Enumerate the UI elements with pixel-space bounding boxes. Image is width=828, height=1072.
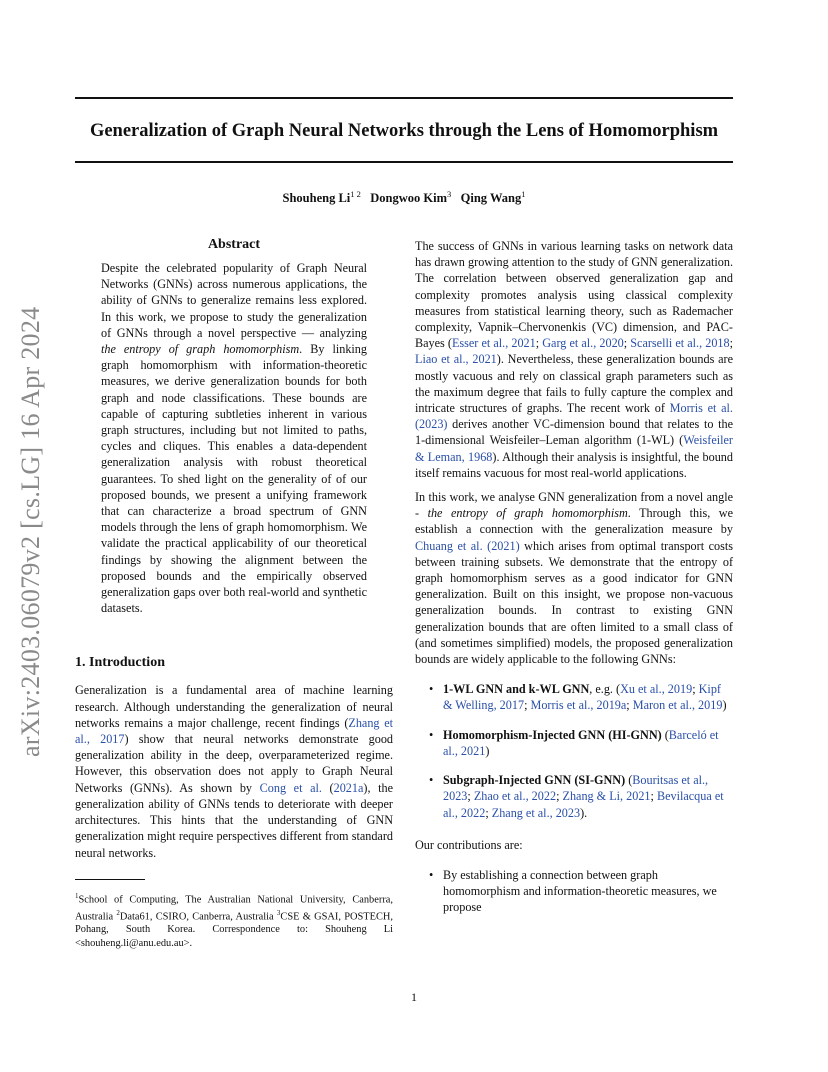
citation-link[interactable]: Barceló et al., 2021 — [443, 727, 719, 758]
citation-link[interactable]: Zhang & Li, 2021 — [562, 789, 651, 804]
list-item-text: By establishing a connection between graph homomorphism and information-theoretic measures, we propose — [443, 867, 717, 915]
citation-link[interactable]: Xu et al., 2019 — [620, 682, 693, 697]
author-list — [75, 189, 733, 206]
body-paragraph — [415, 489, 733, 667]
footnote-mark: 1 — [75, 891, 79, 900]
arxiv-identifier: arXiv:2403.06079v2 [cs.LG] 16 Apr 2024 — [16, 306, 45, 757]
text-run: . Through this, we establish a connection with the generalization measure by — [415, 506, 733, 537]
footnote-rule — [75, 879, 145, 880]
citation-link[interactable]: Cong et al. — [259, 780, 322, 795]
title-rule-top — [75, 97, 733, 99]
citation-link[interactable]: Weisfeiler & Leman, 1968 — [415, 433, 733, 464]
text-run: ( — [625, 773, 633, 788]
author-affiliation: 3 — [447, 189, 452, 199]
text-run: ; — [535, 336, 543, 351]
right-column — [415, 238, 733, 929]
citation-link[interactable]: Bouritsas et al., 2023 — [443, 773, 709, 804]
text-run: ) — [722, 698, 727, 713]
text-emphasis: the entropy of graph homomorphism — [427, 506, 628, 521]
list-item — [415, 727, 733, 759]
gnn-type-name: 1-WL GNN and k-WL GNN — [443, 682, 590, 697]
list-item: • 1-WL GNN and k-WL GNN, e.g. (Xu et al., 2019; Kipf & Welling, 2017; Morris et al., 2019a; Maron et al., 2019) — [429, 682, 727, 713]
footnote-text: CSE & GSAI, POSTECH, Pohang, South Korea. Correspondence to: Shouheng Li <shouheng.li@anu.edu.au>. — [75, 911, 393, 949]
citation-link[interactable]: Morris et al. (2023) — [415, 401, 733, 432]
bullet-icon: • — [429, 682, 434, 697]
footnote-mark: 3 — [276, 908, 281, 917]
text-run: In this work, we analyse GNN generalization from a novel angle - — [415, 490, 733, 521]
citation-link[interactable]: Kipf & Welling, 2017 — [443, 682, 721, 713]
author-name: Dongwoo Kim — [370, 191, 448, 206]
paragraph-gap — [415, 481, 733, 489]
citation-link[interactable]: Esser et al., 2021 — [451, 336, 536, 351]
citation-link[interactable]: Bevilacqua et al., 2022 — [443, 789, 724, 820]
text-run: ) — [485, 743, 490, 758]
contributions-heading: Our contributions are: — [415, 837, 523, 852]
abstract-text — [101, 260, 367, 616]
text-run: ; — [729, 336, 734, 351]
paper-title: Generalization of Graph Neural Networks through the Lens of Homomorphism — [89, 121, 719, 141]
gnn-type-name: Subgraph-Injected GNN (SI-GNN) — [443, 773, 626, 788]
text-run: ). — [580, 805, 588, 820]
footnote-text: School of Computing, The Australian National University, Canberra, Australia — [75, 894, 393, 923]
text-run: ) show that neural networks demonstrate good generalization ability in the deep, overparameterized regime. However, this observation does not apply to Graph Neural Networks (GNNs). As shown by — [75, 732, 393, 795]
author-affiliation: 1 2 — [350, 189, 361, 199]
left-column — [75, 236, 393, 950]
list-item — [415, 867, 733, 916]
gnn-type-list — [415, 681, 733, 820]
bullet-icon: • — [429, 773, 434, 788]
citation-link[interactable]: Scarselli et al., 2018 — [630, 336, 730, 351]
footnote-text: Data61, CSIRO, Canberra, Australia — [119, 911, 277, 923]
citation-link[interactable]: Zhang et al., 2023 — [491, 805, 581, 820]
text-run: Generalization is a fundamental area of machine learning research. Although understanding the generalization of neural networks remains a major challenge, recent findings ( — [75, 683, 393, 730]
author-name: Shouheng Li — [282, 191, 351, 206]
footnote-mark: 2 — [116, 908, 120, 917]
text-run: derives another VC-dimension bound that relates to the 1-dimensional Weisfeiler–Leman algorithm (1-WL) ( — [415, 417, 733, 448]
intro-paragraph — [75, 682, 393, 860]
bullet-icon: • — [429, 727, 434, 742]
citation-link[interactable]: Zhao et al., 2022 — [473, 789, 557, 804]
text-run: The success of GNNs in various learning tasks on network data has drawn growing attention to the study of GNN generalization. The correlation between observed generalization gap and complexity promotes analysis using classical complexity measures from statistical learning theory, such as Rademacher complexity, Vapnik–Chervonenkis (VC) dimension, and PAC-Bayes ( — [415, 239, 733, 351]
abstract-heading: Abstract — [207, 237, 261, 252]
section-heading-introduction: 1. Introduction — [75, 655, 165, 671]
text-run: , e.g. ( — [589, 682, 621, 697]
list-item: • Subgraph-Injected GNN (SI-GNN) (Bouritsas et al., 2023; Zhao et al., 2022; Zhang & Li, 2021; Bevilacqua et al., 2022; Zhang et al., 2023). — [429, 773, 724, 820]
text-run: ( — [321, 780, 334, 795]
citation-link[interactable]: 2021a — [333, 780, 364, 795]
citation-link[interactable]: Garg et al., 2020 — [542, 336, 624, 351]
citation-link[interactable]: Liao et al., 2021 — [415, 352, 497, 367]
author-name: Qing Wang — [460, 191, 522, 206]
body-paragraph — [415, 238, 733, 481]
abstract-emphasis: the entropy of graph homomorphism — [101, 342, 300, 357]
text-run: ; — [623, 336, 631, 351]
bullet-icon: • — [429, 867, 434, 882]
text-run: which arises from optimal transport costs between training subsets. We demonstrate that the entropy of graph homomorphism serves as a good indicator for GNN generalization. Built on this insight, we propose non-vacuous generalization bounds. In contrast to existing GNN generalization bounds that are often limited to a small class of (and sometimes simplified) models, the proposed generalization bounds are widely applicable to the following GNNs: — [415, 538, 733, 667]
contributions-list — [415, 867, 733, 916]
abstract-text-part: . By linking graph homomorphism with information-theoretic measures, we derive generalization bounds for both graph and node classifications. These bounds are capable of capturing subtleties inherent in various graph structures, including but not limited to paths, cycles and cliques. This enables a data-dependent generalization analysis with robust theoretical guarantees. To shed light on the generality of of our proposed bounds, we present a unifying framework that can characterize a broad spectrum of GNN models through the lens of graph homomorphism. We validate the practical applicability of our theoretical findings by showing the alignment between the proposed bounds and the empirically observed generalization gaps over both real-world and synthetic datasets. — [101, 342, 367, 616]
gnn-type-name: Homomorphism-Injected GNN (HI-GNN) — [443, 727, 662, 742]
citation-link[interactable]: Maron et al., 2019 — [632, 698, 723, 713]
page-number: 1 — [411, 990, 417, 1004]
citation-link[interactable]: Morris et al., 2019a — [530, 698, 627, 713]
citation-link[interactable]: Zhang et al., 2017 — [75, 715, 394, 747]
text-run: ). Nevertheless, these generalization bounds are mostly vacuous and rely on classical graph parameters such as the maximum degree that fails to fully capture the complex and intricate structures of graphs. The recent work of — [415, 352, 733, 416]
abstract-text-part: Despite the celebrated popularity of Graph Neural Networks (GNNs) across numerous applications, the ability of GNNs to generalize remains less explored. In this work, we propose to study the generalization of GNNs through a novel perspective — analyzing — [101, 261, 367, 340]
text-run: ), the generalization ability of GNNs tends to deteriorate with deeper architectures. This hints that the understanding of GNN generalization might require perspectives different from standard neural networks. — [75, 780, 393, 860]
citation-link[interactable]: Chuang et al. (2021) — [415, 538, 520, 553]
title-rule-bottom — [75, 161, 733, 163]
author-affiliation: 1 — [521, 189, 526, 199]
text-run: ). Although their analysis is insightful, the bound itself remains vacuous for most real-world applications. — [415, 449, 733, 480]
affiliation-footnote — [75, 890, 393, 951]
text-run: ( — [661, 727, 669, 742]
